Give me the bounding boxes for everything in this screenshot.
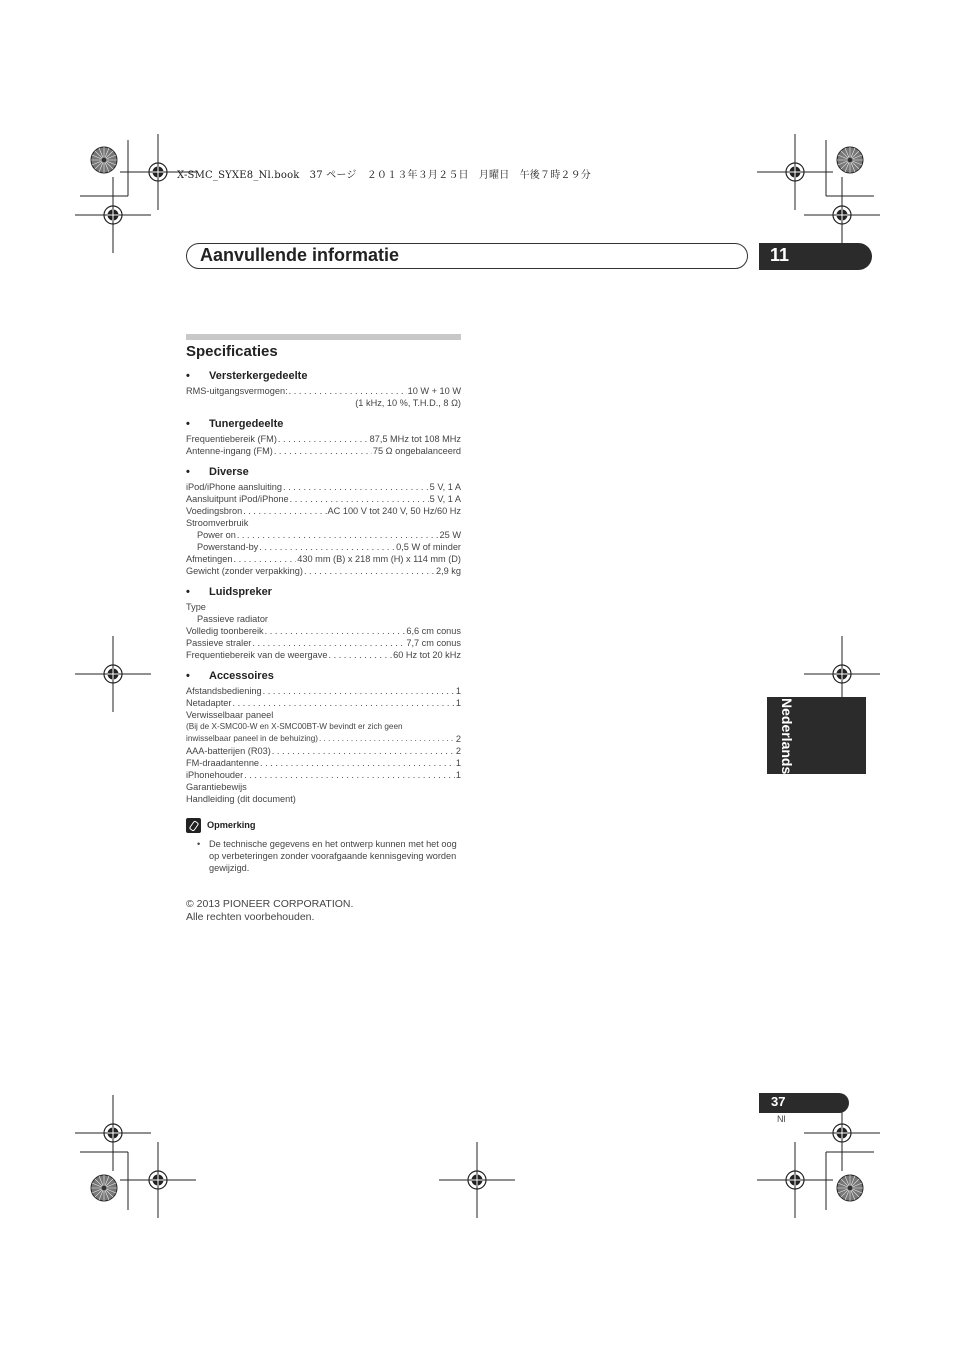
spec-key: Volledig toonbereik — [186, 626, 264, 636]
note-header — [186, 817, 461, 833]
leader-dots — [290, 493, 429, 505]
spec-label: Stroomverbruik — [186, 518, 249, 528]
spec-value: 5 V, 1 A — [429, 494, 461, 504]
leader-dots — [278, 433, 369, 445]
leader-dots — [237, 529, 439, 541]
chapter-number: 11 — [770, 245, 790, 265]
spec-key: Frequentiebereik van de weergave — [186, 650, 328, 660]
group-heading-amplifier: • Versterkergedeelte — [186, 370, 461, 383]
leader-dots — [232, 697, 454, 709]
spec-value: 2 — [455, 734, 461, 744]
language-tab — [767, 697, 866, 774]
group-heading-speaker: • Luidspreker — [186, 586, 461, 599]
page-number: 37 — [771, 1094, 786, 1109]
spec-column — [186, 370, 461, 874]
spec-value: 10 W + 10 W — [407, 386, 461, 396]
spec-row — [186, 769, 461, 781]
spec-note: (Bij de X-SMC00-W en X-SMC00BT-W bevindt er zich geen — [186, 722, 403, 731]
spec-row — [186, 685, 461, 697]
note-block — [186, 817, 461, 874]
spec-row — [186, 733, 461, 745]
leader-dots — [319, 733, 455, 745]
leader-dots — [243, 505, 326, 517]
leader-dots — [233, 553, 296, 565]
spec-value: 7,7 cm conus — [406, 638, 461, 648]
spec-key: FM-draadantenne — [186, 758, 260, 768]
spec-condition: (1 kHz, 10 %, T.H.D., 8 Ω) — [355, 398, 461, 408]
spec-row — [186, 385, 461, 397]
spec-row — [186, 433, 461, 445]
leader-dots — [274, 445, 372, 457]
spec-key: iPhonehouder — [186, 770, 244, 780]
spec-row — [186, 481, 461, 493]
copyright-line: Alle rechten voorbehouden. — [186, 911, 315, 923]
spec-label: Verwisselbaar paneel — [186, 710, 274, 720]
spec-value: 87,5 MHz tot 108 MHz — [369, 434, 461, 444]
copyright-line: © 2013 PIONEER CORPORATION. — [186, 898, 354, 910]
spec-row — [186, 541, 461, 553]
spec-value: 25 W — [439, 530, 461, 540]
spec-label: Garantiebewijs — [186, 782, 247, 792]
spec-row — [186, 565, 461, 577]
spec-value: 0,5 W of minder — [396, 542, 461, 552]
section-bar — [186, 334, 461, 340]
spec-row — [186, 553, 461, 565]
leader-dots — [252, 637, 405, 649]
note-pencil-icon — [186, 818, 201, 833]
spec-key: Frequentiebereik (FM) — [186, 434, 277, 444]
spec-row — [186, 493, 461, 505]
note-text: • De technische gegevens en het ontwerp kunnen met het oog op verbeteringen zonder voorafgaande kennisgeving worden gewijzigd. — [186, 838, 461, 874]
leader-dots — [304, 565, 435, 577]
spec-row — [186, 529, 461, 541]
spec-row — [186, 649, 461, 661]
spec-value: 1 — [455, 698, 461, 708]
spec-value: 75 Ω ongebalanceerd — [372, 446, 461, 456]
spec-value: AC 100 V tot 240 V, 50 Hz/60 Hz — [327, 506, 461, 516]
spec-value: 6,6 cm conus — [406, 626, 461, 636]
chapter-title: Aanvullende informatie — [200, 245, 400, 265]
copyright — [186, 898, 353, 924]
spec-value: 2 — [455, 746, 461, 756]
note-title: Opmerking — [207, 820, 256, 830]
group-heading-tuner: • Tunergedeelte — [186, 418, 461, 431]
spec-value: 1 — [455, 770, 461, 780]
spec-key: Voedingsbron — [186, 506, 243, 516]
spec-key: AAA-batterijen (R03) — [186, 746, 271, 756]
spec-value: 1 — [455, 686, 461, 696]
spec-row — [186, 625, 461, 637]
spec-key: Passieve straler — [186, 638, 252, 648]
spec-row — [186, 745, 461, 757]
spec-key: Power on — [197, 530, 236, 540]
spec-row — [186, 505, 461, 517]
group-heading-misc: • Diverse — [186, 466, 461, 479]
spec-key: Afstandsbediening — [186, 686, 262, 696]
leader-dots — [283, 481, 429, 493]
chapter-title-bar — [186, 243, 748, 269]
language-tab-label: Nederlands — [779, 698, 795, 775]
spec-key: Antenne-ingang (FM) — [186, 446, 273, 456]
leader-dots — [244, 769, 455, 781]
spec-value: 60 Hz tot 20 kHz — [393, 650, 461, 660]
leader-dots — [328, 649, 392, 661]
spec-key: Gewicht (zonder verpakking) — [186, 566, 303, 576]
page-language: Nl — [777, 1114, 786, 1124]
spec-key: RMS-uitgangsvermogen: — [186, 386, 288, 396]
spec-key: Netadapter — [186, 698, 232, 708]
spec-row — [186, 757, 461, 769]
group-heading-accessories: • Accessoires — [186, 670, 461, 683]
spec-row — [186, 697, 461, 709]
leader-dots — [260, 757, 455, 769]
spec-label: Type — [186, 602, 206, 612]
spec-key: inwisselbaar paneel in de behuizing) — [186, 734, 318, 743]
spec-key: Afmetingen — [186, 554, 233, 564]
book-header: X-SMC_SYXE8_Nl.book 37 ページ ２０１３年３月２５日 月曜日 午後７時２９分 — [177, 170, 591, 181]
spec-key: Aansluitpunt iPod/iPhone — [186, 494, 289, 504]
leader-dots — [289, 385, 407, 397]
spec-value: 5 V, 1 A — [429, 482, 461, 492]
leader-dots — [265, 625, 406, 637]
leader-dots — [263, 685, 455, 697]
spec-row — [186, 637, 461, 649]
chapter-number-badge — [759, 243, 872, 270]
page-number-badge — [759, 1093, 849, 1113]
spec-label: Handleiding (dit document) — [186, 794, 296, 804]
spec-row — [186, 445, 461, 457]
section-title: Specificaties — [186, 343, 278, 360]
spec-label: Passieve radiator — [197, 614, 268, 624]
leader-dots — [259, 541, 395, 553]
spec-value: 1 — [455, 758, 461, 768]
spec-value: 430 mm (B) x 218 mm (H) x 114 mm (D) — [297, 554, 461, 564]
spec-key: iPod/iPhone aansluiting — [186, 482, 283, 492]
spec-key: Powerstand-by — [197, 542, 259, 552]
leader-dots — [272, 745, 455, 757]
spec-value: 2,9 kg — [435, 566, 461, 576]
